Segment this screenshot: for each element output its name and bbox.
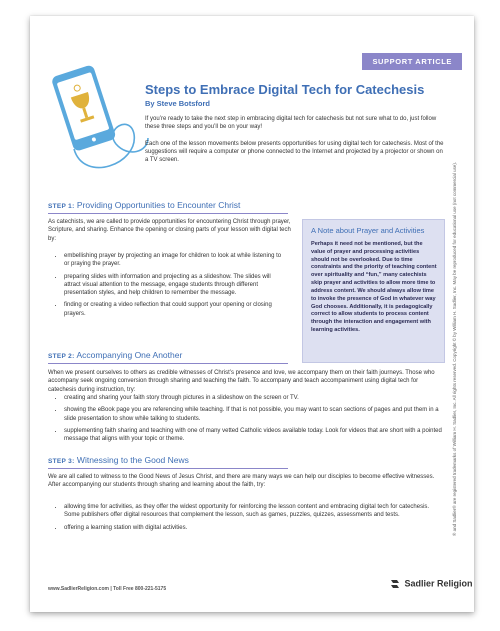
step3-heading	[48, 455, 288, 465]
step2-keyword: STEP 2:	[48, 353, 75, 360]
intro-paragraph-1: If you’re ready to take the next step in embracing digital tech for catechesis but not sure what to do, just follow these three steps and you’ll be on your way!	[145, 116, 437, 131]
step1-paragraph: As catechists, we are called to provide opportunities for encountering Christ through prayer, Scripture, and sharing. Enhance the opening or closing parts of your lesson with digital tech by:	[48, 219, 291, 242]
step2-paragraph: When we present ourselves to others as credible witnesses of Christ’s presence and love, we accompany them on their faith journeys. Those who accompany seek ongoing conversion through sharing and teaching the faith. To accompany and teach accompaniment using digital tech for catechesis during instruction, try:	[48, 370, 435, 393]
sadlier-logo-icon	[390, 578, 400, 590]
step1-keyword: STEP 1:	[48, 203, 75, 210]
step2-rule	[48, 363, 288, 364]
step1-bullets	[52, 252, 286, 322]
logo-text: Sadlier Religion	[404, 578, 473, 589]
list-item: • supplementing faith sharing and teaching with one of many vetted Catholic videos available today. Look for videos that are short with a pointed message that aligns with your topic or theme.	[64, 427, 444, 444]
footer-contact: www.SadlierReligion.com | Toll Free 800-221-5175	[48, 586, 167, 592]
list-item: • preparing slides with information and projecting as a slideshow. The slides will attract visual attention to the message, engage students through different presentation styles, and help children to remember the message.	[64, 273, 286, 298]
support-article-badge: SUPPORT ARTICLE	[362, 53, 462, 70]
list-item: • embellishing prayer by projecting an image for children to look at while listening to or praying the prayer.	[64, 252, 286, 269]
step2-title: Accompanying One Another	[76, 350, 183, 360]
list-item: • allowing time for activities, as they offer the widest opportunity for reinforcing the lesson content and embracing digital tech for catechesis. Some publishers offer digital resources that complement the lesson, such as games, puzzles, quizzes, assessments and tests.	[64, 503, 444, 520]
list-item: • offering a learning station with digital activities.	[64, 524, 444, 532]
copyright-vertical: ® and Sadlier® are registered trademarks of William H. Sadlier, Inc. All rights reserved. Copyright © by William H. Sadlier, Inc. May be reproduced for educational use (not commercial use).	[452, 161, 457, 536]
list-item: • finding or creating a video reflection that could support your opening or closing prayers.	[64, 301, 286, 318]
step3-title: Witnessing to the Good News	[76, 455, 189, 465]
step1-title: Providing Opportunities to Encounter Christ	[76, 200, 241, 210]
step2-bullets	[52, 394, 444, 447]
step3-paragraph: We are all called to witness to the Good News of Jesus Christ, and there are many ways we can help our disciples to become effective witnesses. After accompanying our students through sharing and learning about the faith, try:	[48, 474, 435, 489]
list-item: • showing the eBook page you are referencing while teaching. If that is not possible, you may want to scan sections of pages and put them in a slide presentation to show while talking to students.	[64, 406, 444, 423]
document-page	[30, 16, 474, 612]
phone-chalice-illustration	[44, 54, 154, 184]
intro-paragraph-2: Each one of the lesson movements below presents opportunities for using digital tech for catechesis. Most of the suggestions will require a computer or phone connected to the Internet and projected by a projector or shown on a TV screen.	[145, 141, 444, 164]
step3-rule	[48, 468, 288, 469]
step1-heading	[48, 200, 288, 210]
note-body: Perhaps it need not be mentioned, but the value of prayer and processing activities should not be overlooked. Due to time constraints and the priority of teaching content over spirituality and “fun,” many catechists skip prayer and activities to allow more time to address content. We should always allow time to invoke the presence of God in whatever way God chooses. Additionally, it is pedagogically correct to allow students to process content through the interaction and engagement with learning activities.	[311, 241, 437, 334]
list-item: • creating and sharing your faith story through pictures in a slideshow on the screen or TV.	[64, 394, 444, 402]
sadlier-logo	[390, 578, 473, 590]
note-title: A Note about Prayer and Activities	[311, 226, 425, 235]
step3-keyword: STEP 3:	[48, 458, 75, 465]
step3-bullets	[52, 503, 444, 536]
author-byline: By Steve Botsford	[145, 99, 211, 108]
page-title: Steps to Embrace Digital Tech for Catechesis	[145, 82, 425, 97]
note-box	[302, 219, 445, 363]
step1-rule	[48, 213, 288, 214]
step2-heading	[48, 350, 288, 360]
